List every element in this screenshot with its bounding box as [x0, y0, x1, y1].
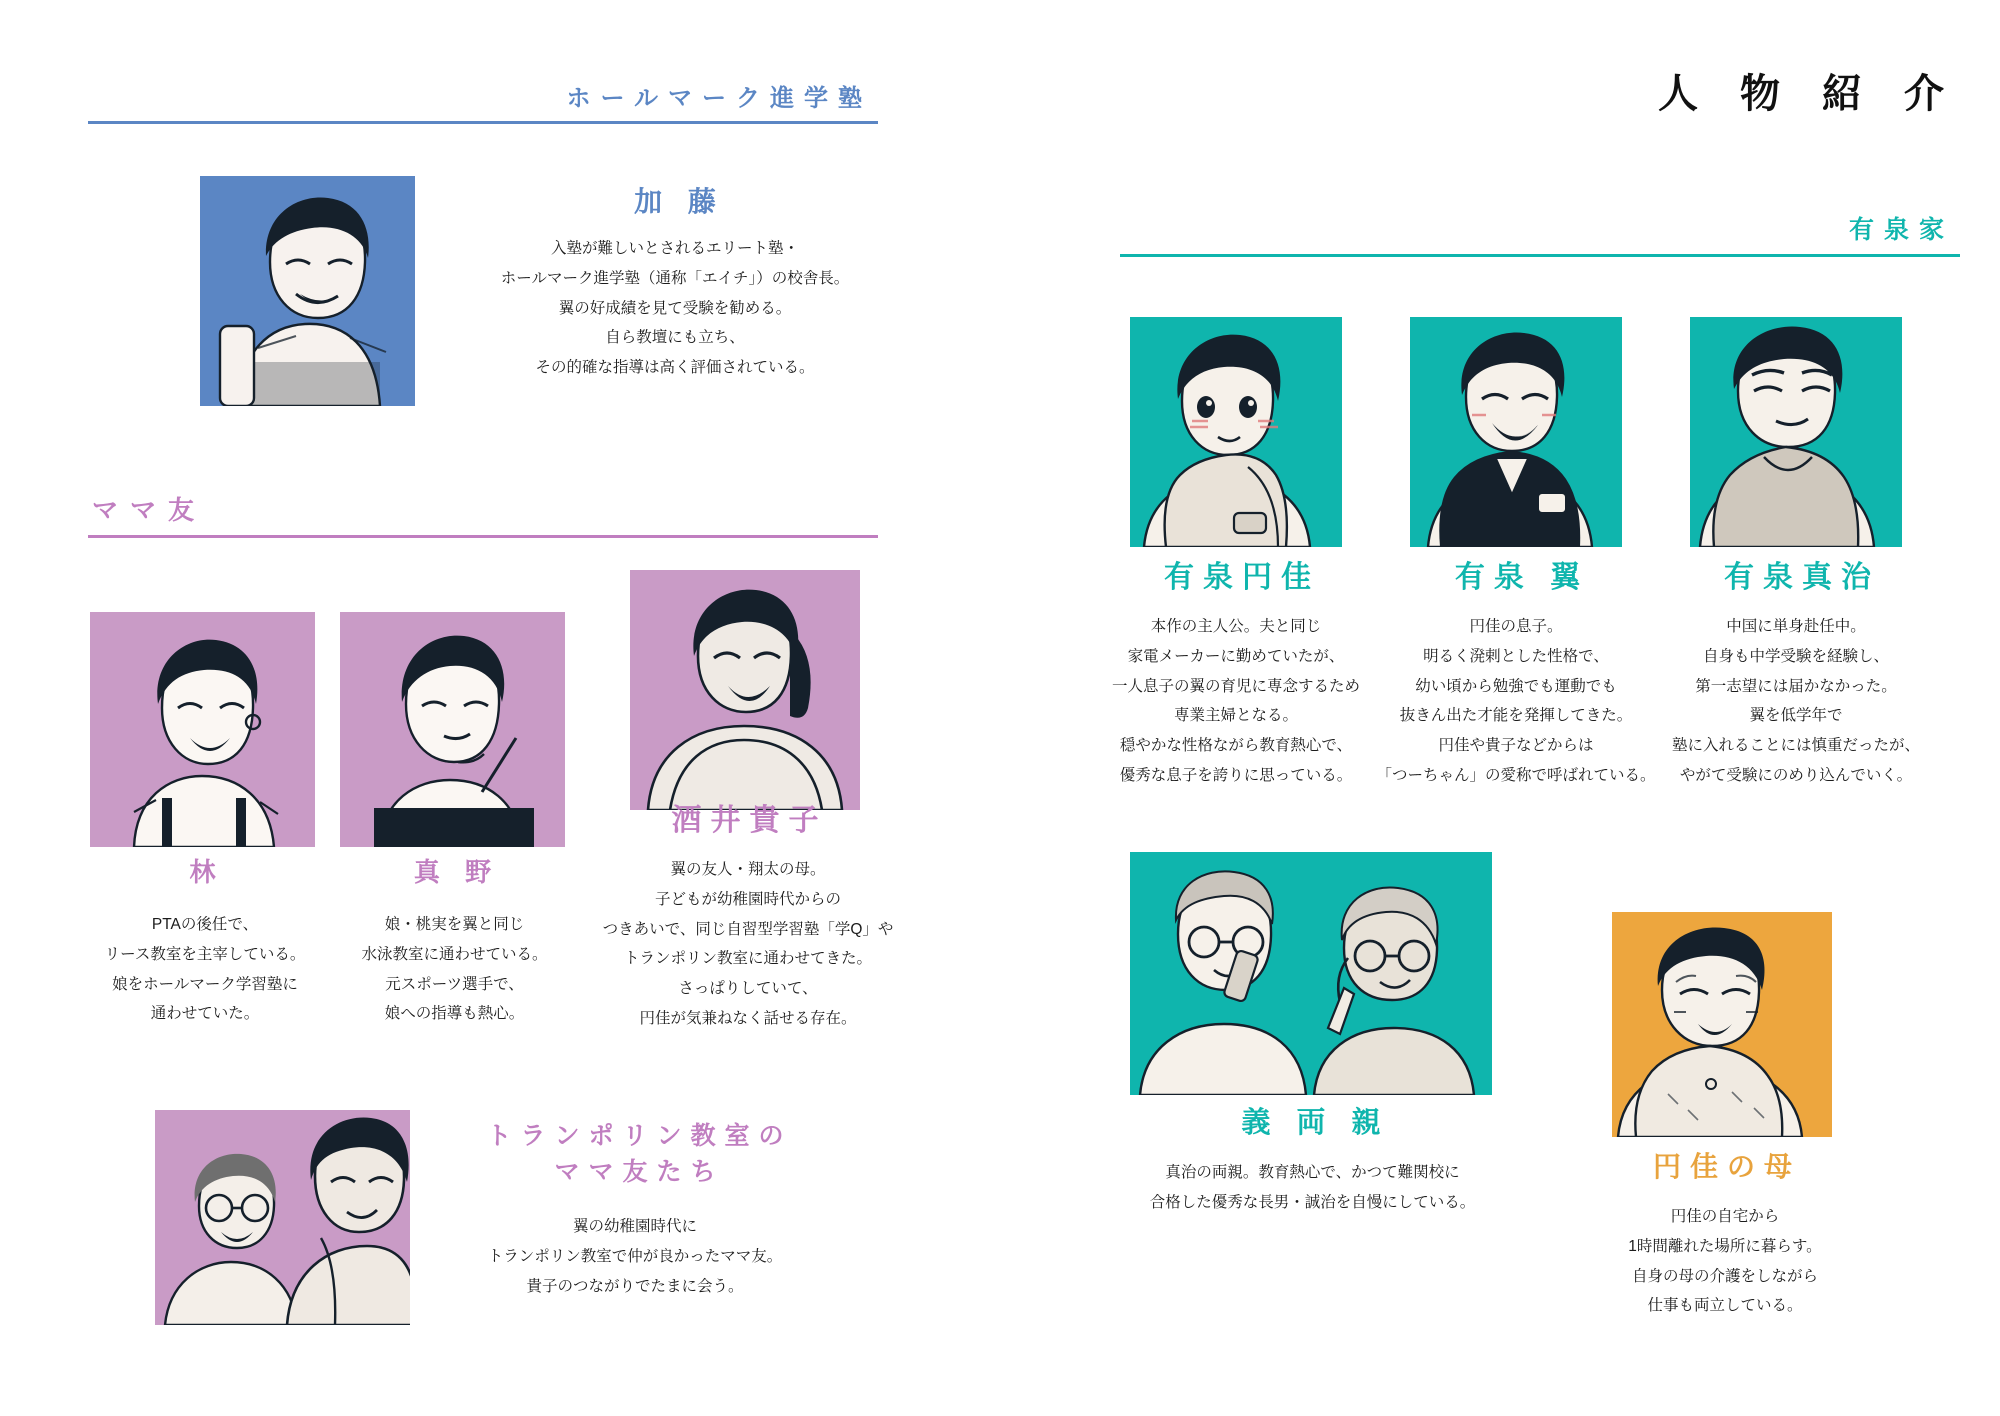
desc-line: 自身の母の介護をしながら — [1631, 1267, 1818, 1285]
desc-line: 翼の友人・翔太の母。 — [670, 861, 826, 878]
character-desc-tsubasa — [1360, 612, 1672, 791]
character-desc-trampoline-moms — [420, 1212, 850, 1301]
desc-line: さっぱりしていて、 — [678, 980, 818, 997]
desc-line: 元スポーツ選手で、 — [385, 975, 524, 993]
portrait-madoka — [1130, 317, 1342, 547]
desc-line: 優秀な息子を誇りに思っている。 — [1119, 766, 1353, 784]
character-name-parents-in-law: 義 両 親 — [1241, 1107, 1390, 1139]
desc-line: 第一志望には届かなかった。 — [1695, 677, 1897, 695]
portrait-trampoline-moms — [155, 1110, 410, 1325]
name-line: ママ友たち — [554, 1158, 725, 1187]
desc-line: 娘への指導も熱心。 — [384, 1005, 525, 1023]
portrait-madoka-mother — [1612, 912, 1832, 1137]
section-label-ariizumi: 有泉家 — [1848, 216, 1954, 244]
portrait-mano — [340, 612, 565, 847]
character-desc-kato — [420, 234, 930, 383]
desc-line: リース教室を主宰している。 — [104, 945, 306, 963]
desc-line: 水泳教室に通わせている。 — [361, 945, 548, 963]
desc-line: 塾に入れることには慎重だったが、 — [1671, 737, 1920, 754]
character-desc-madoka — [1080, 612, 1392, 791]
character-name-shinji: 有泉真治 — [1724, 561, 1880, 594]
character-name-madoka: 有泉円佳 — [1164, 561, 1320, 594]
desc-line: 円佳や貴子などからは — [1438, 737, 1594, 754]
character-desc-sakai — [578, 855, 918, 1034]
character-desc-hayashi — [60, 910, 350, 1029]
section-rule-hallmark — [88, 121, 878, 124]
portrait-hayashi — [90, 612, 315, 847]
desc-line: 合格した優秀な長男・誠治を自慢にしている。 — [1149, 1193, 1476, 1211]
section-header-ariizumi — [1120, 210, 1960, 257]
desc-line: 入塾が難しいとされるエリート塾・ — [550, 240, 799, 257]
desc-line: 幼い頃から勉強でも運動でも — [1415, 677, 1617, 695]
page-title: 人 物 紹 介 — [1658, 71, 1960, 116]
desc-line: 翼の好成績を見て受験を勧める。 — [558, 299, 792, 317]
desc-line: トランポリン教室に通わせてきた。 — [623, 950, 872, 968]
character-name-sakai: 酒井貴子 — [671, 804, 828, 837]
desc-line: 翼の幼稚園時代に — [572, 1218, 697, 1235]
section-rule-mamatomo — [88, 535, 878, 538]
character-name-madoka-mother: 円佳の母 — [1652, 1151, 1801, 1182]
character-desc-shinji — [1640, 612, 1952, 791]
character-desc-madoka-mother — [1560, 1202, 1890, 1321]
desc-line: 翼を低学年で — [1749, 707, 1843, 725]
desc-line: 一人息子の翼の育児に専念するため — [1111, 677, 1360, 695]
desc-line: 通わせていた。 — [150, 1005, 260, 1023]
desc-line: 自ら教壇にも立ち、 — [605, 329, 745, 347]
section-rule-ariizumi — [1120, 254, 1960, 257]
desc-line: 本作の主人公。夫と同じ — [1150, 618, 1322, 635]
desc-line: 1時間離れた場所に暮らす。 — [1628, 1237, 1822, 1255]
desc-line: 中国に単身赴任中。 — [1726, 618, 1866, 635]
desc-line: ホールマーク進学塾（通称「エイチ」）の校舎長。 — [500, 269, 850, 287]
desc-line: 家電メーカーに勤めていたが、 — [1127, 647, 1345, 665]
desc-line: 貴子のつながりでたまに会う。 — [526, 1277, 744, 1295]
desc-line: 娘・桃実を翼と同じ — [384, 916, 525, 933]
desc-line: 明るく溌剌とした性格で、 — [1423, 647, 1609, 665]
desc-line: PTAの後任で、 — [151, 916, 259, 933]
desc-line: 仕事も両立している。 — [1647, 1297, 1803, 1315]
character-name-tsubasa: 有泉 翼 — [1454, 561, 1590, 594]
character-name-hayashi: 林 — [189, 857, 225, 887]
desc-line: 自身も中学受験を経験し、 — [1702, 647, 1889, 665]
desc-line: つきあいで、同じ自習型学習塾「学Q」や — [602, 920, 894, 938]
desc-line: 「つーちゃん」の愛称で呼ばれている。 — [1376, 766, 1656, 784]
desc-line: 真治の両親。教育熱心で、かつて難関校に — [1165, 1164, 1460, 1181]
desc-line: 子どもが幼稚園時代からの — [654, 890, 841, 908]
desc-line: 娘をホールマーク学習塾に — [112, 975, 298, 993]
name-line: トランポリン教室の — [486, 1122, 793, 1150]
portrait-sakai — [630, 570, 860, 810]
desc-line: 専業主婦となる。 — [1173, 707, 1298, 725]
character-name-trampoline-moms — [430, 1118, 840, 1191]
desc-line: やがて受験にのめり込んでいく。 — [1679, 766, 1913, 784]
section-label-mamatomo: ママ友 — [92, 495, 207, 525]
section-header-hallmark — [88, 78, 878, 124]
character-name-kato: 加 藤 — [634, 186, 725, 217]
desc-line: その的確な指導は高く評価されている。 — [535, 359, 815, 376]
desc-line: 円佳の息子。 — [1469, 618, 1563, 635]
desc-line: 円佳の自宅から — [1670, 1208, 1780, 1225]
character-desc-mano — [312, 910, 597, 1029]
desc-line: 穏やかな性格ながら教育熱心で、 — [1119, 737, 1353, 754]
portrait-tsubasa — [1410, 317, 1622, 547]
character-desc-parents-in-law — [1100, 1158, 1525, 1218]
character-name-mano: 真 野 — [413, 857, 501, 887]
desc-line: トランポリン教室で仲が良かったママ友。 — [487, 1247, 783, 1265]
desc-line: 円佳が気兼ねなく話せる存在。 — [639, 1009, 857, 1027]
portrait-kato — [200, 176, 415, 406]
portrait-shinji — [1690, 317, 1902, 547]
desc-line: 抜きん出た才能を発揮してきた。 — [1399, 707, 1633, 725]
portrait-parents-in-law — [1130, 852, 1492, 1095]
section-header-mamatomo — [88, 490, 878, 538]
section-label-hallmark: ホールマーク進学塾 — [566, 85, 872, 112]
